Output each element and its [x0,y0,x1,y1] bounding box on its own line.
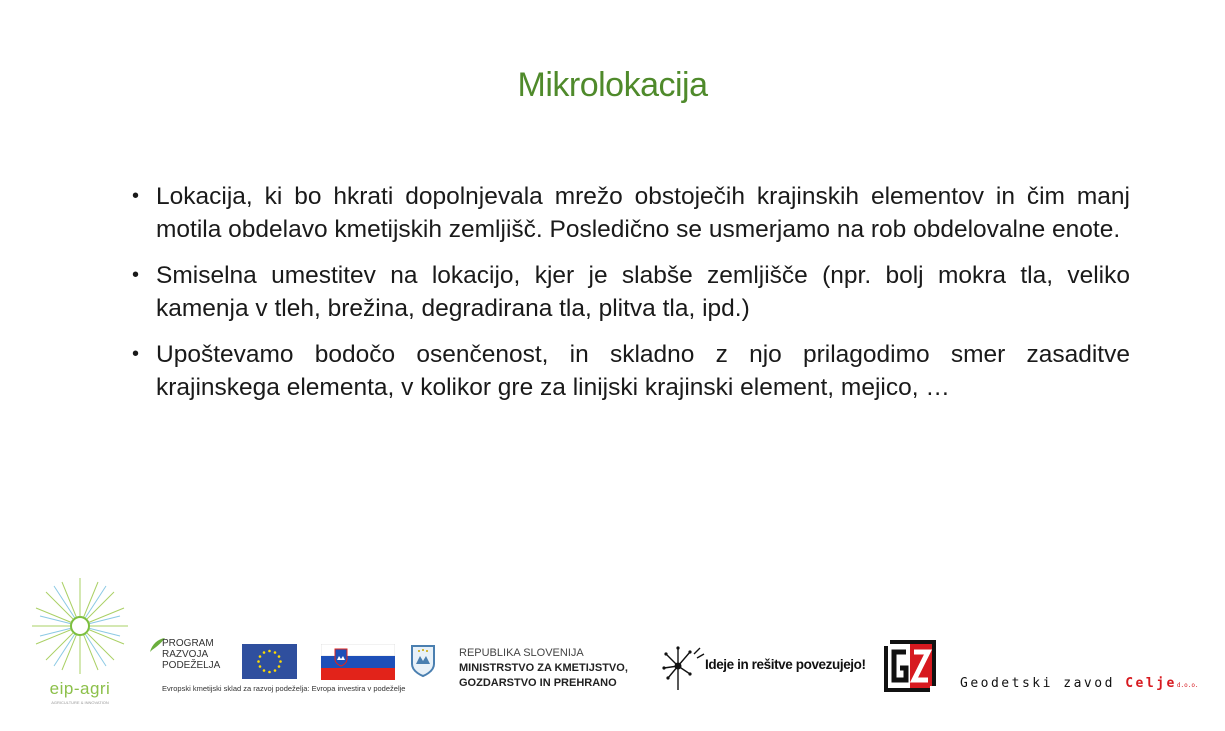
gz-suffix: d.o.o. [1176,682,1199,689]
gz-name: Geodetski zavod [960,676,1115,691]
eip-agri-logo [28,576,132,710]
footer-logos [0,570,1225,720]
bullet-list [132,180,1130,417]
bullet-text: Lokacija, ki bo hkrati dopolnjevala mrežo obstoječih krajinskih elementov in čim manj motila obdelavo kmetijskih zemljišč. Posledično se usmerjamo na rob obdelovalne enote. [156,183,1130,243]
bullet-icon: • [132,343,140,365]
coat-of-arms-icon [410,644,436,678]
ministry-block [459,646,628,691]
bullet-item [132,180,1130,246]
bullet-item [132,338,1130,404]
prp-line-3: PODEŽELJA [162,660,221,671]
prp-logo [148,636,233,676]
ministry-line-3: GOZDARSTVO IN PREHRANO [459,677,617,689]
prp-caption: Evropski kmetijski sklad za razvoj podeželja: Evropa investira v podeželje [162,684,406,693]
slovenia-flag-icon [321,644,395,680]
bullet-item [132,259,1130,325]
gz-company-name [960,676,1199,691]
prp-line-1: PROGRAM [162,638,214,649]
eu-flag-icon [242,644,297,679]
eip-agri-wordmark: eip-agri [49,679,111,698]
bullet-text: Upoštevamo bodočo osenčenost, in skladno z njo prilagodimo smer zasaditve krajinskega elementa, v kolikor gre za linijski krajinski element, mejico, … [156,341,1130,401]
eip-agri-tagline: AGRICULTURE & INNOVATION [51,700,109,705]
ministry-line-1: REPUBLIKA SLOVENIJA [459,647,584,659]
prp-line-2: RAZVOJA [162,649,209,660]
slovenia-flag [321,644,395,680]
bullet-icon: • [132,264,140,286]
ministry-line-2: MINISTRSTVO ZA KMETIJSTVO, [459,662,628,674]
gz-logo [884,640,936,692]
ideas-slogan: Ideje in rešitve povezujejo! [705,657,866,672]
dandelion-icon [660,644,706,692]
bullet-text: Smiselna umestitev na lokacijo, kjer je slabše zemljišče (npr. bolj mokra tla, veliko kamenja v tleh, brežina, degradirana tla, plitva tla, ipd.) [156,262,1130,322]
eu-flag [242,644,297,679]
bullet-icon: • [132,185,140,207]
eip-burst-icon [28,576,132,676]
coat-of-arms [410,644,436,678]
gz-mark-icon [884,640,936,692]
slide-title: Mikrolokacija [517,66,708,104]
gz-city: Celje [1125,676,1177,691]
dandelion-logo [660,644,708,692]
